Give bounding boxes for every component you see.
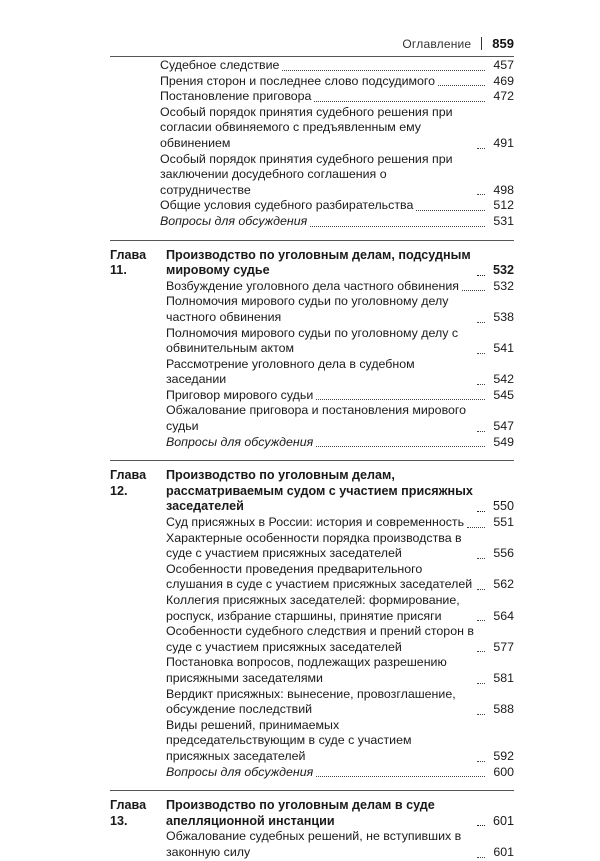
chapter-number: Глава 12. (110, 468, 147, 498)
toc-entry-title: Судебное следствие (160, 58, 280, 72)
dot-leader (477, 431, 485, 432)
dot-leader (310, 226, 485, 227)
toc-entry-page: 581 (493, 670, 514, 685)
toc-entry-page: 542 (493, 372, 514, 387)
chapter-title: Производство по уголовным делам в суде апелляционной инстанции (166, 798, 435, 828)
toc-entry[interactable] (110, 58, 514, 74)
page-number: 859 (492, 36, 514, 51)
toc-entry-title: Характерные особенности порядка производства в суде с участием присяжных заседателей (166, 530, 462, 561)
toc-entry[interactable] (110, 515, 514, 531)
toc-entry[interactable] (110, 655, 514, 686)
chapter-heading[interactable] (110, 798, 514, 829)
toc-entry-title: Особенности проведения предварительного слушания в суде с участием присяжных заседателей (166, 561, 473, 592)
dot-leader (477, 683, 485, 684)
toc-entry[interactable] (110, 89, 514, 105)
toc-entry[interactable] (110, 388, 514, 404)
dot-leader (477, 322, 485, 323)
dot-leader (477, 620, 485, 621)
toc-entry-page: 457 (493, 58, 514, 72)
chapter-section (110, 240, 514, 451)
chapter-page: 532 (492, 263, 514, 278)
toc-entry[interactable] (110, 105, 514, 152)
discussion-questions-entry[interactable] (110, 765, 514, 781)
toc-entry-page: 564 (493, 608, 514, 623)
toc-entry-page: 472 (493, 89, 514, 104)
dot-leader (477, 857, 485, 858)
chapter-heading[interactable] (110, 468, 514, 515)
dot-leader (477, 714, 485, 715)
toc-entry[interactable] (110, 624, 514, 655)
toc-entry-page: 491 (493, 135, 514, 150)
toc-entry[interactable] (110, 718, 514, 765)
toc-entry-title: Суд присяжных в России: история и современность (166, 515, 465, 530)
dot-leader (477, 148, 485, 149)
toc-entry-title: Вопросы для обсуждения (166, 764, 314, 779)
toc-entry-page: 532 (493, 278, 514, 293)
dot-leader (416, 210, 485, 211)
table-of-contents (110, 58, 514, 861)
dot-leader (467, 527, 485, 528)
discussion-questions-entry[interactable] (110, 214, 514, 230)
toc-entry-title: Виды решений, принимаемых председательствующим в суде с участием присяжных заседателей (166, 717, 412, 763)
dot-leader (477, 384, 485, 385)
dot-leader (316, 776, 485, 777)
chapter-heading[interactable] (110, 248, 514, 279)
toc-entry-title: Постановление приговора (160, 89, 312, 104)
dot-leader (477, 275, 485, 276)
chapter-page: 601 (492, 813, 514, 828)
chapter-page: 550 (492, 499, 514, 514)
dot-leader (314, 101, 485, 102)
toc-entry-page: 538 (493, 309, 514, 324)
dot-leader (316, 399, 485, 400)
dot-leader (477, 558, 485, 559)
dot-leader (477, 194, 485, 195)
toc-entry-page: 588 (493, 702, 514, 717)
toc-entry-title: Приговор мирового судьи (166, 387, 314, 402)
toc-entry-page: 551 (493, 515, 514, 530)
running-head-section: Оглавление (402, 36, 472, 51)
toc-entry-page: 556 (493, 546, 514, 561)
chapter-number: Глава 13. (110, 798, 147, 828)
toc-entry-page: 545 (493, 387, 514, 402)
toc-entry-page: 469 (493, 73, 514, 88)
toc-entry-title: Особенности судебного следствия и прений сторон в суде с участием присяжных заседателей (166, 624, 474, 654)
toc-entry-title: Общие условия судебного разбирательства (160, 198, 414, 213)
toc-entry-page: 577 (493, 639, 514, 654)
toc-entry[interactable] (110, 403, 514, 434)
toc-entry[interactable] (110, 294, 514, 325)
toc-entry-page: 600 (493, 764, 514, 779)
toc-entry-page: 547 (493, 419, 514, 434)
toc-entry[interactable] (110, 687, 514, 718)
running-head (402, 36, 514, 51)
toc-entry-title: Полномочия мирового судьи по уголовному делу с обвинительным актом (166, 325, 459, 356)
dot-leader (462, 290, 485, 291)
toc-entry-title: Вопросы для обсуждения (166, 434, 314, 449)
toc-entry-title: Особый порядок принятия судебного решения при заключении досудебного соглашения о сотрудничестве (160, 151, 453, 197)
intro-section (110, 58, 514, 230)
header-rule (110, 56, 514, 57)
toc-entry[interactable] (110, 198, 514, 214)
toc-entry-page: 498 (493, 182, 514, 197)
dot-leader (477, 353, 485, 354)
dot-leader (282, 70, 485, 71)
chapter-title: Производство по уголовным делам, подсудным мировому судье (166, 247, 471, 278)
dot-leader (477, 825, 485, 826)
chapter-title: Производство по уголовным делам, рассматриваемым судом с участием присяжных заседателей (166, 468, 473, 514)
toc-entry[interactable] (110, 593, 514, 624)
running-head-divider (481, 37, 482, 50)
dot-leader (477, 589, 485, 590)
toc-entry-title: Рассмотрение уголовного дела в судебном заседании (166, 356, 415, 387)
chapter-section (110, 460, 514, 780)
chapter-number: Глава 11. (110, 247, 147, 278)
dot-leader (477, 761, 485, 762)
toc-entry-title: Коллегия присяжных заседателей: формирование, роспуск, избрание старшины, принятие присяги (166, 593, 460, 623)
toc-entry[interactable] (110, 829, 514, 860)
toc-entry[interactable] (110, 74, 514, 90)
toc-entry-title: Вердикт присяжных: вынесение, провозглашение, обсуждение последствий (166, 686, 456, 717)
dot-leader (477, 511, 485, 512)
chapters-container (110, 240, 514, 861)
discussion-questions-entry[interactable] (110, 435, 514, 451)
dot-leader (438, 85, 485, 86)
toc-entry-page: 541 (493, 341, 514, 356)
toc-entry-title: Вопросы для обсуждения (160, 213, 308, 228)
toc-entry-title: Прения сторон и последнее слово подсудимого (160, 73, 436, 88)
toc-entry[interactable] (110, 279, 514, 295)
toc-entry[interactable] (110, 562, 514, 593)
dot-leader (477, 651, 485, 652)
toc-entry-page: 531 (493, 213, 514, 228)
toc-entry[interactable] (110, 531, 514, 562)
toc-entry[interactable] (110, 357, 514, 388)
toc-entry-title: Обжалование судебных решений, не вступивших в законную силу (166, 829, 462, 859)
toc-entry-title: Постановка вопросов, подлежащих разрешению присяжными заседателями (166, 655, 447, 685)
toc-entry-page: 512 (493, 198, 514, 213)
toc-entry-page: 549 (493, 434, 514, 449)
toc-entry-title: Полномочия мирового судьи по уголовному делу частного обвинения (166, 294, 449, 324)
toc-entry-title: Особый порядок принятия судебного решения при согласии обвиняемого с предъявленным ему обвинением (160, 104, 453, 150)
toc-entry-title: Возбуждение уголовного дела частного обвинения (166, 278, 459, 293)
toc-entry-page: 562 (493, 577, 514, 592)
toc-entry[interactable] (110, 326, 514, 357)
dot-leader (316, 446, 485, 447)
toc-entry-title: Обжалование приговора и постановления мирового судьи (166, 403, 467, 434)
toc-entry-page: 601 (493, 844, 514, 859)
toc-entry[interactable] (110, 152, 514, 199)
toc-entry-page: 592 (493, 748, 514, 763)
chapter-section (110, 790, 514, 860)
